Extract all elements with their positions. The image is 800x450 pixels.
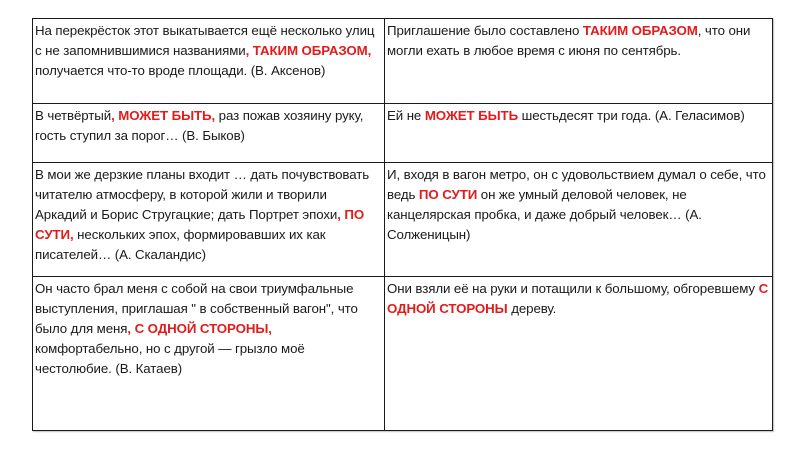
cell-s-odnoy-storony-member bbox=[385, 277, 773, 431]
highlighted-phrase: ТАКИМ ОБРАЗОМ bbox=[582, 23, 698, 38]
highlighted-phrase: МОЖЕТ БЫТЬ bbox=[424, 108, 519, 123]
cell-text: , что они могли ехать в любое время с июня по сентябрь. bbox=[387, 23, 751, 58]
cell-mozhet-byt-member bbox=[385, 104, 773, 163]
cell-text: Они взяли её на руки и потащили к большому, обгоревшему bbox=[387, 281, 759, 296]
cell-text: На перекрёсток этот выкатывается ещё несколько улиц с не запомнившимися названиями bbox=[35, 23, 375, 58]
cell-text: Он часто брал меня с собой на свои триумфальные выступления, приглашая " в собственный вагон", что было для меня bbox=[35, 281, 358, 336]
highlighted-phrase: , ТАКИМ ОБРАЗОМ, bbox=[245, 43, 372, 58]
highlighted-phrase: , С ОДНОЙ СТОРОНЫ, bbox=[127, 321, 272, 336]
examples-table bbox=[32, 18, 773, 431]
table-row bbox=[33, 19, 773, 104]
cell-po-suti-parenthetical bbox=[33, 163, 385, 277]
highlighted-phrase: , МОЖЕТ БЫТЬ, bbox=[111, 108, 216, 123]
cell-text: раз пожав хозяину руку, гость ступил за порог… (В. Быков) bbox=[35, 108, 364, 143]
table-row bbox=[33, 163, 773, 277]
highlighted-phrase: , ПО СУТИ, bbox=[35, 207, 365, 242]
cell-text: нескольких эпох, формировавших их как писателей… (А. Скаландис) bbox=[35, 227, 326, 262]
cell-text: В мои же дерзкие планы входит … дать почувствовать читателю атмосферу, в которой жили и творили Аркадий и Борис Стругацкие; дать Портрет эпохи bbox=[35, 167, 370, 222]
cell-text: Ей не bbox=[387, 108, 425, 123]
cell-s-odnoy-storony-parenthetical bbox=[33, 277, 385, 431]
cell-po-suti-member bbox=[385, 163, 773, 277]
cell-text: В четвёртый bbox=[35, 108, 112, 123]
cell-mozhet-byt-parenthetical bbox=[33, 104, 385, 163]
cell-text: шестьдесят три года. (А. Геласимов) bbox=[518, 108, 745, 123]
cell-text: дереву. bbox=[507, 301, 557, 316]
cell-text: И, входя в вагон метро, он с удовольствием думал о себе, что ведь bbox=[387, 167, 766, 202]
table-row bbox=[33, 104, 773, 163]
cell-text: Приглашение было составлено bbox=[387, 23, 583, 38]
cell-text: комфортабельно, но с другой — грызло моё честолюбие. (В. Катаев) bbox=[35, 341, 305, 376]
table-row bbox=[33, 277, 773, 431]
cell-text: получается что-то вроде площади. (В. Аксенов) bbox=[35, 63, 326, 78]
highlighted-phrase: ПО СУТИ bbox=[418, 187, 478, 202]
cell-takim-obrazom-member bbox=[385, 19, 773, 104]
cell-takim-obrazom-parenthetical bbox=[33, 19, 385, 104]
cell-text: он же умный деловой человек, не канцелярская пробка, и даже добрый человек… (А. Солженицын) bbox=[387, 187, 702, 242]
highlighted-phrase: С ОДНОЙ СТОРОНЫ bbox=[387, 281, 769, 316]
